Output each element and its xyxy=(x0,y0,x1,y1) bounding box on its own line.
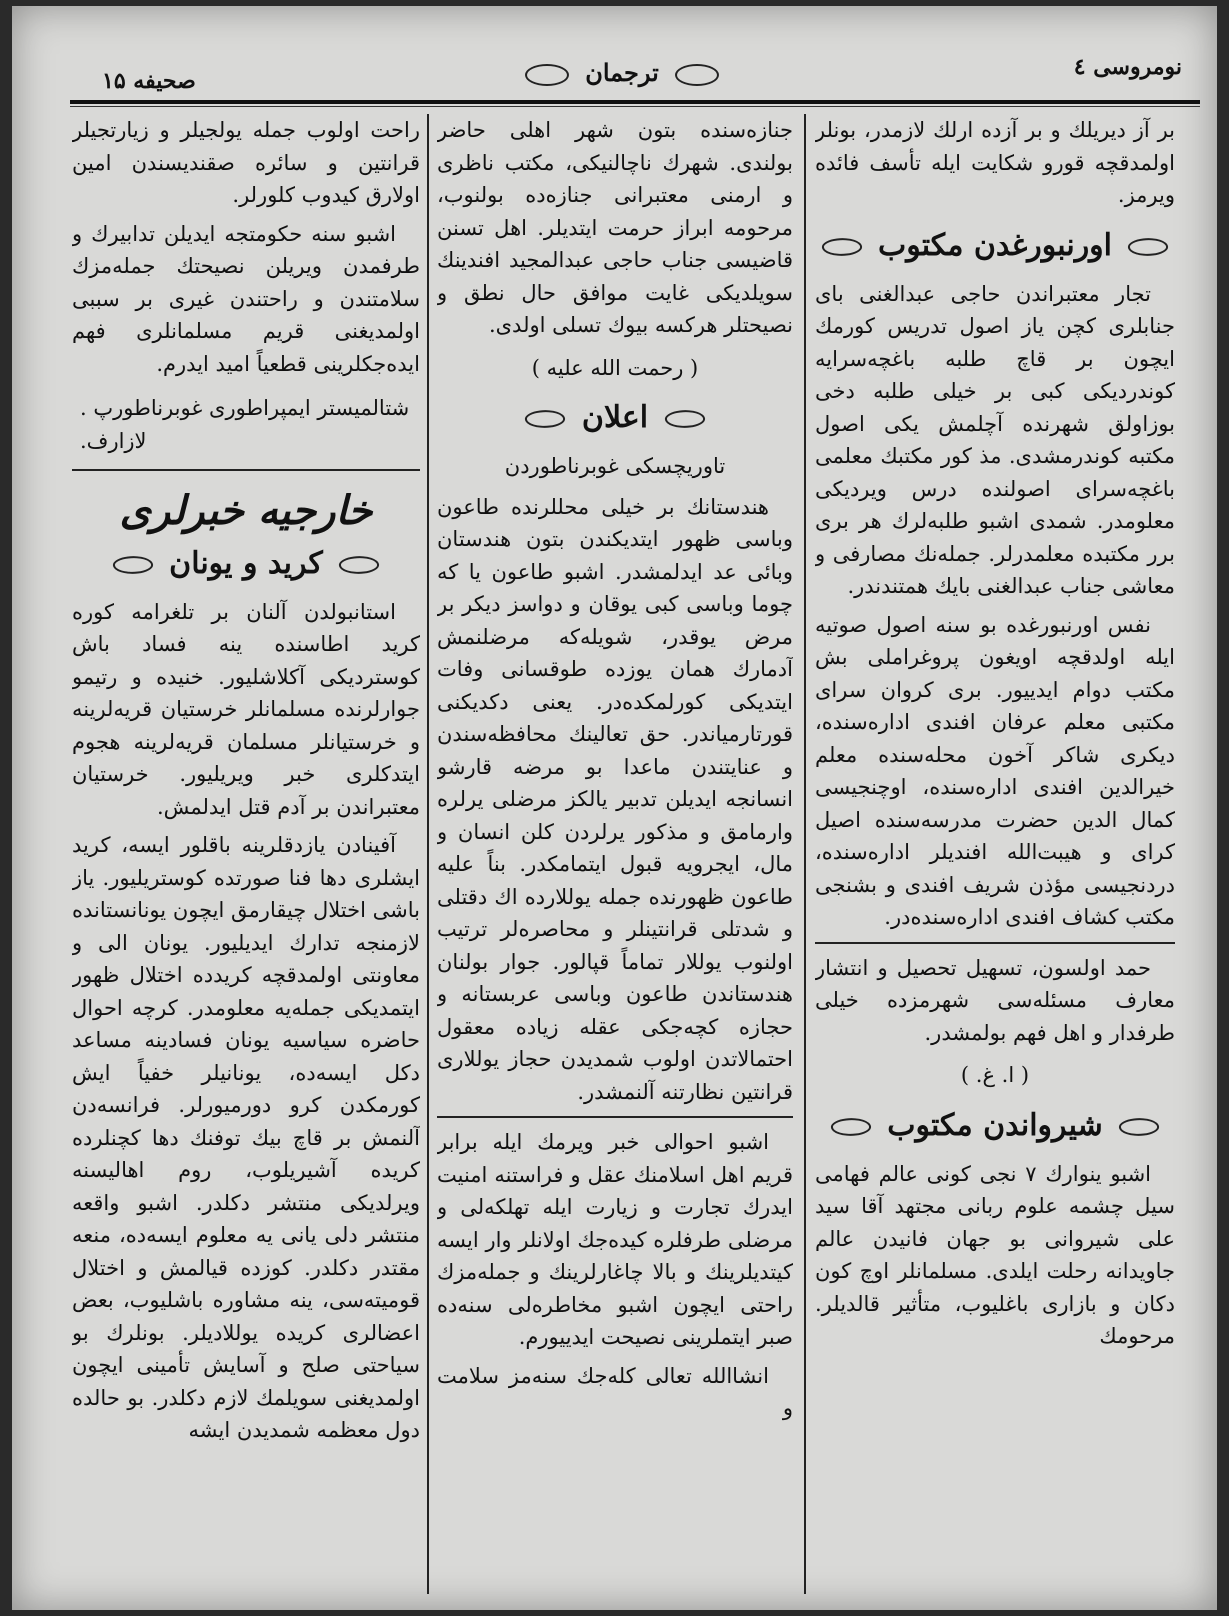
intro-paragraph: بر آز دیریلك و بر آزده ارلك لازمدر، بونلر اولمدقچه قورو شکایت ایله تأسف فائده ویرمز. xyxy=(815,118,1175,207)
section-heading xyxy=(815,1106,1175,1146)
ornament-icon xyxy=(675,64,719,86)
governor-signature: شتالمیستر ایمپراطوری غوبرناطورپ . لازارف. xyxy=(80,396,410,453)
announcement-subtitle: تاوریچسکی غوبرناطوردن xyxy=(504,454,726,478)
article-paragraph: راحت اولوب جمله یولجیلر و زیارتجیلر قرانتین و سائره صقندیسندن امین اولارق کیدوب کلورلر. xyxy=(72,118,420,207)
ornament-icon xyxy=(338,553,380,575)
ornament-icon xyxy=(112,553,154,575)
header-rule xyxy=(70,100,1200,104)
ornament-icon xyxy=(525,64,569,86)
issue-number: نومروسی ٤ xyxy=(1073,54,1182,80)
ornament-icon xyxy=(830,1115,872,1137)
column-divider xyxy=(804,114,806,1594)
page-number: صحیفه ۱۵ xyxy=(102,68,196,94)
masthead xyxy=(62,58,1182,87)
shirvan-letter-title: شیرواندن مکتوب xyxy=(887,1107,1103,1143)
masthead-title: ترجمان xyxy=(585,58,659,87)
article-paragraph: انشاالله تعالی کله‌جك سنه‌مز سلامت و xyxy=(437,1363,793,1420)
middle-column xyxy=(437,114,793,1594)
newspaper-page xyxy=(12,6,1217,1610)
article-paragraph: حمد اولسون، تسهیل تحصیل و انتشار معارف مسئله‌سی شهرمزده خیلی طرفدار و اهل فهم بولمشدر. xyxy=(815,955,1175,1045)
ornament-icon xyxy=(1118,1115,1160,1137)
section-heading xyxy=(72,544,420,584)
left-column xyxy=(72,114,420,1594)
separator-rule xyxy=(72,469,420,471)
separator-rule xyxy=(437,1116,793,1118)
ornament-icon xyxy=(821,235,863,257)
article-paragraph: اشبو سنه حکومتجه ایدیلن تدابیرك و طرفمدن ویریلن نصیحتك جمله‌مزك سلامتندن و راحتندن غیری بر سببی اولمدیغنی قریم مسلمانلری فهم ایده‌جکلرینی قطعیاً امید ایدرم. xyxy=(72,221,420,376)
article-paragraph: اشبو ینوارك ۷ نجی کونی عالم فهامی سیل چشمه علوم ربانی مجتهد آقا سید علی شیروانی بو جهان فانیدن عالم جاویدانه رحلت ایلدی. مسلمانلر اوچ کون دکان و بازاری باغلیوب، متأثیر قالدیلر. مرحومك xyxy=(815,1161,1175,1348)
article-paragraph: اشبو احوالی خبر ویرمك ایله برابر قریم اهل اسلامنك عقل و فراستنه امنیت ایدرك تجارت و زیارت ایله تهلکه‌لی و مرضلی طرفلره کیده‌جك اولانلر وار ایسه کیتدیلرینك و بالا چاغارلرینك و جمله‌مزك راحتی ایچون اشبو مخاطره‌لی سنه‌ده صبر ایتملرینی نصیحت ایدییورم. xyxy=(437,1130,793,1349)
article-paragraph: آفینادن یازدقلرینه باقلور ایسه، کرید ایشلری دها فنا صورتده کوستریلیور. یاز باشی اختلال چیقارمق ایچون یونانستانده لازمنجه تدارك ایدیلیور. یونان الی و معاونتی اولمدقچه کریدده اختلال ظهور ایتمدیکی جمله‌یه معلومدر. کرچه احوال حاضره سیاسیه یونان فسادینه مساعد دکل ایسه‌ده، یونانیلر خفیاً ایش کورمکدن کرو دورمیورلر. فرانسه‌دن آلنمش بر قاچ بیك توفنك دها کچنلرده کریده آشیریلوب، روم اهالیسنه ویرلدیکی منتشر دکلدر. اشبو واقعه منتشر دلی یانی یه معلوم ایسه‌ده، منعه مقتدر دکلدر. کوزده قیالمش و اختلال قومیته‌سی، ینه مشاوره باشلیوب، بعض اعضالری کریده یوللادیلر. بونلرك بو سیاحتی صلح و آسایش تأمینی ایچون اولمدیغنی سویلمك لازم دکلدر. بو حالده دول معظمه شمدیدن ایشه xyxy=(72,833,420,1442)
ornament-icon xyxy=(1128,235,1170,257)
foreign-news-title: خارجیه خبرلری xyxy=(119,487,373,534)
separator-rule xyxy=(815,942,1175,944)
section-heading xyxy=(815,226,1175,266)
article-paragraph: استانبولدن آلنان بر تلغرامه کوره کرید اطاسنده ینه فساد باش کوستردیکی آکلاشلیور. خنیده و رتیمو جوارلرنده مسلمانلر خرستیان قریه‌لرینه و خرستیانلر مسلمان قریه‌لرینه هجوم ایتدکلری خبر ویریلیور. خرستیان معتبراندن بر آدم قتل ایدلمش. xyxy=(72,599,420,819)
article-paragraph: جنازه‌سنده بتون شهر اهلی حاضر بولندی. شهرك ناچالنیکی، مکتب ناظری و ارمنی معتبرانی جنازه‌ده بولنوب، مرحومه ابراز حرمت ایتدیلر. اهل تسنن قاضیسی جناب حاجی عبدالمجید افندینك سویلدیکی غایت موافق حال نطق و نصیحتلر هرکسه بیوك تسلی اولدی. xyxy=(437,118,793,337)
column-divider xyxy=(427,114,429,1594)
ornament-icon xyxy=(525,408,567,430)
ornament-icon xyxy=(664,408,706,430)
crete-greece-title: کرید و یونان xyxy=(169,545,323,581)
right-column xyxy=(815,114,1175,1594)
announcement-title: اعلان xyxy=(581,400,649,435)
header-rule-thin xyxy=(70,106,1200,107)
article-paragraph: هندستانك بر خیلی محللرنده طاعون وباسی ظهور ایتدیکندن بتون هندستان وبائی عد ایدلمشدر. اشبو طاعون یا که چوما وباسی کبی یوقان و دواسز دیکر بر مرض یوقدر، شویله‌که مرضلنمش آدمارك همان یوزده طوقسانی وفات ایتدیکی کورلمکده‌در. یعنی دکدیکنی قورتارمیاندر. حق تعالینك محافظه‌سندن و عنایتندن ماعدا بو مرضه قارشو انسانجه ایدیلن تدبیر یالکز مرضلی یرلره وارمامق و مذکور یرلردن کلن انسان و مال، ایجرویه قبول ایتمامکدر. بناً علیه طاعون ظهورنده جمله یوللارده اك دقتلی و شدتلی قرانتینلر و محاصره‌لر ترتیب اولنوب یوللار تماماً قپالور. جوار بولنان هندستاندن طاعون وباسی عربستانه و حجازه کچه‌جکی عقله زیاده معقول احتمالاتدن اولوب شمدیدن حجاز یوللاری قرانتین نظارتنه آلنمشدر. xyxy=(437,494,793,1104)
article-paragraph: تجار معتبراندن حاجی عبدالغنی بای جنابلری کچن یاز اصول تدریس کورمك ایچون بر قاچ طلبه باغچه‌سرایه کوندردیکی کبی بر خیلی طلبه دخی بوزاولق شهرنده آچلمش یکی اصول مکتبه کوندرمشدی. مذ کور مکتبك معلمی باغچه‌سرای اصولنده درس ویردیکی معلومدر. شمدی اشبو طلبه‌لرك هر بری برر مکتبده معلمدرلر. جمله‌نك مصارفی و معاشی جناب عبدالغنی بایك همتندندر. xyxy=(815,281,1175,598)
blessing-line: ( رحمت الله علیه ) xyxy=(531,355,699,380)
section-heading xyxy=(437,398,793,438)
orenburg-letter-title: اورنبورغدن مکتوب xyxy=(877,227,1113,263)
article-signature: ( ا. غ. ) xyxy=(960,1063,1030,1087)
page-header xyxy=(62,46,1182,96)
article-paragraph: نفس اورنبورغده بو سنه اصول صوتیه ایله اولدقچه اویغون پروغراملی بش مکتب دوام ایدییور. بری کروان سرای مکتبی معلم عرفان افندی اداره‌سنده، دیکری شاکر آخون محله‌سنده معلم خیرالدین افندی اداره‌سنده، اوچنجیسی کمال الدین حضرت مدرسه‌سنده اصیل کرای و هیبت‌الله افندیلر اداره‌سنده، دردنجیسی مؤذن شریف افندی و بشنجی مکتب کشاف افندی اداره‌سنده‌در. xyxy=(815,612,1175,929)
